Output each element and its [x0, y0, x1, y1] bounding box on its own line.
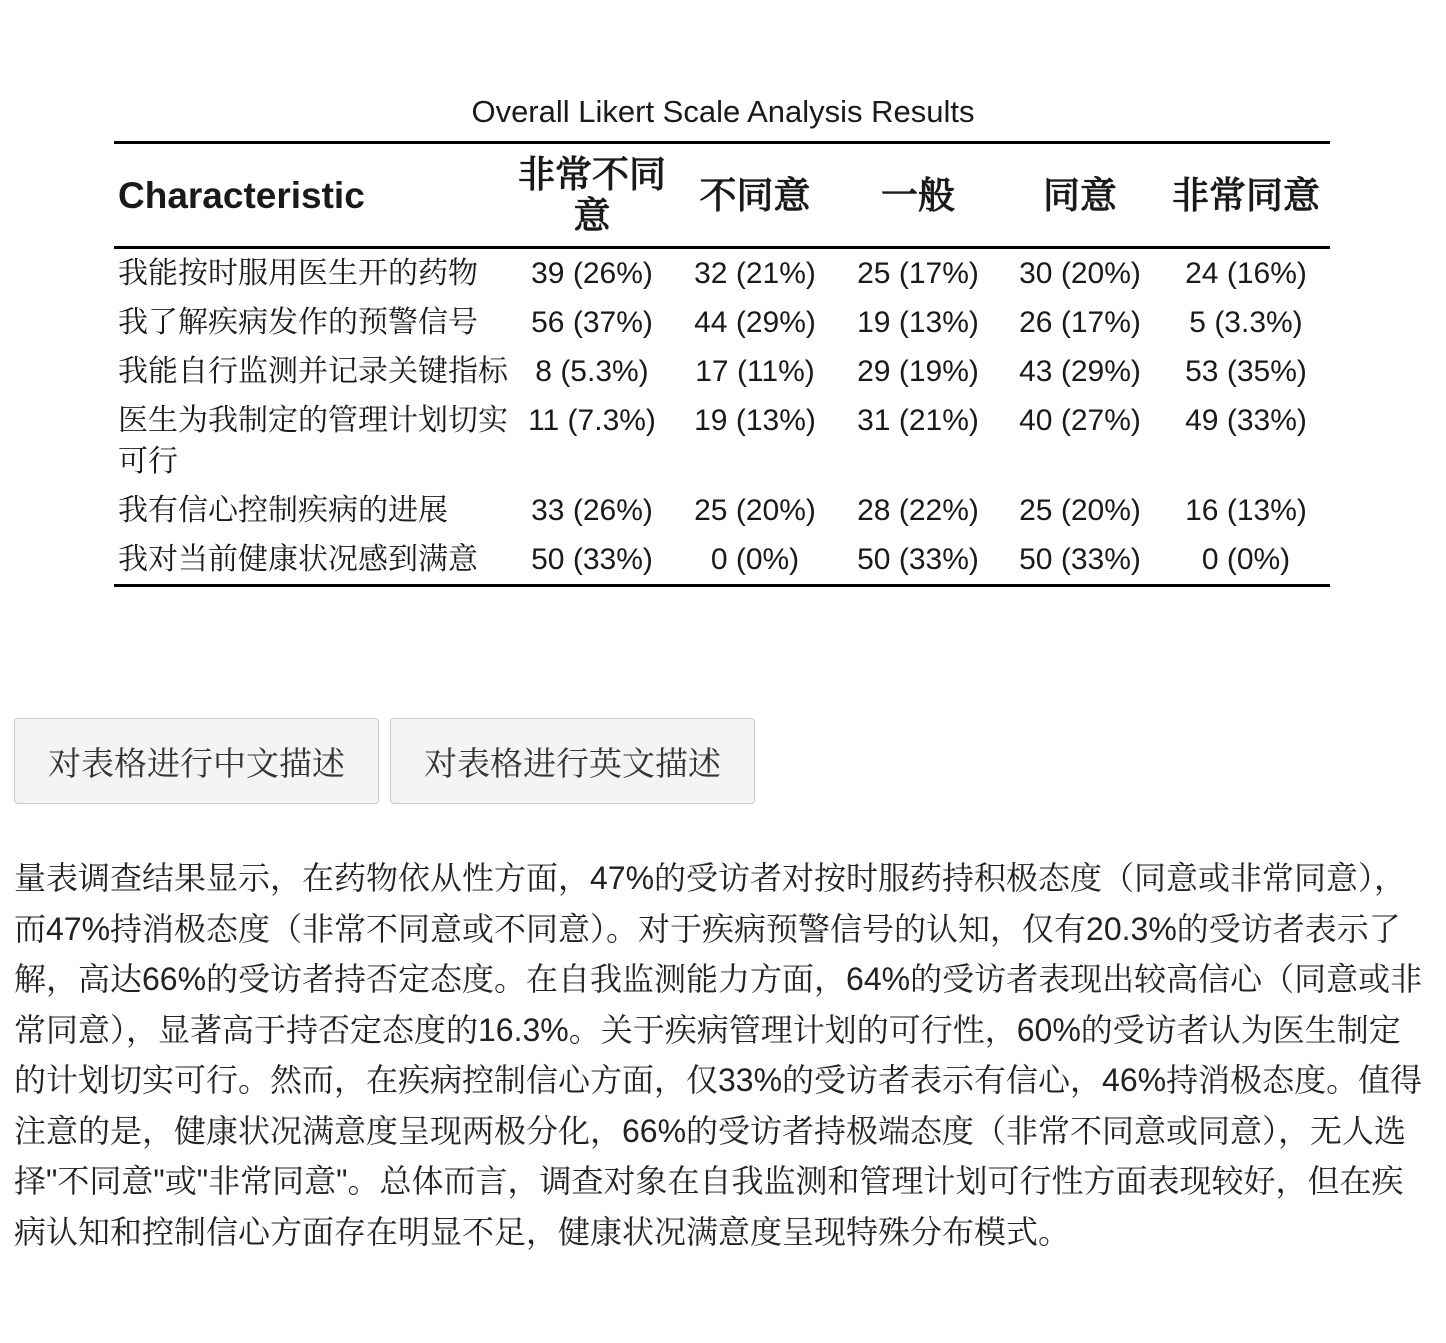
- column-header-strongly-agree: 非常同意: [1172, 174, 1320, 216]
- row-label: 我了解疾病发作的预警信号: [118, 306, 478, 339]
- table-cell: 43 (29%): [1019, 355, 1141, 388]
- column-header-neutral: 一般: [881, 174, 955, 216]
- table-cell: 17 (11%): [695, 355, 815, 388]
- row-label: 医生为我制定的管理计划切实可行: [118, 404, 508, 478]
- table-cell: 26 (17%): [1019, 306, 1141, 339]
- describe-english-button[interactable]: 对表格进行英文描述: [390, 718, 755, 804]
- table-cell: 32 (21%): [694, 257, 816, 290]
- table-cell: 0 (0%): [1201, 543, 1291, 576]
- table-cell: 24 (16%): [1185, 257, 1307, 290]
- action-buttons: [14, 718, 755, 804]
- likert-table: [114, 141, 1330, 587]
- table-cell: 33 (26%): [531, 494, 653, 527]
- table-cell: 31 (21%): [857, 404, 979, 437]
- table-cell: 53 (35%): [1185, 355, 1307, 388]
- table-row: [114, 396, 1330, 486]
- table-cell: 25 (20%): [694, 494, 816, 527]
- column-header-agree: 同意: [1043, 174, 1117, 216]
- table-cell: 50 (33%): [531, 543, 653, 576]
- table-cell: 50 (33%): [857, 543, 979, 576]
- table-cell: 39 (26%): [531, 257, 653, 290]
- table-cell: 30 (20%): [1019, 257, 1141, 290]
- table-cell: 25 (17%): [857, 257, 979, 290]
- row-label: 我能按时服用医生开的药物: [118, 257, 478, 290]
- table-cell: 0 (0%): [710, 543, 800, 576]
- table-cell: 50 (33%): [1019, 543, 1141, 576]
- column-header-strongly-disagree: 非常不同意: [518, 154, 666, 236]
- table-description-text: 量表调查结果显示，在药物依从性方面，47%的受访者对按时服药持积极态度（同意或非常同意），而47%持消极态度（非常不同意或不同意）。对于疾病预警信号的认知，仅有20.3%的受访者表示了解，高达66%的受访者持否定态度。在自我监测能力方面，64%的受访者表现出较高信心（同意或非常同意），显著高于持否定态度的16.3%。关于疾病管理计划的可行性，60%的受访者认为医生制定的计划切实可行。然而，在疾病控制信心方面，仅33%的受访者表示有信心，46%持消极态度。值得注意的是，健康状况满意度呈现两极分化，66%的受访者持极端态度（非常不同意或同意），无人选择"不同意"或"非常同意"。总体而言，调查对象在自我监测和管理计划可行性方面表现较好，但在疾病认知和控制信心方面存在明显不足，健康状况满意度呈现特殊分布模式。: [14, 860, 1423, 1250]
- table-cell: 44 (29%): [694, 306, 816, 339]
- table-row: [114, 535, 1330, 586]
- table-row: [114, 347, 1330, 396]
- table-cell: 49 (33%): [1185, 404, 1307, 437]
- table-row: [114, 486, 1330, 535]
- table-cell: 16 (13%): [1185, 494, 1307, 527]
- table-cell: 5 (3.3%): [1189, 306, 1303, 339]
- column-header-characteristic: Characteristic: [118, 174, 365, 216]
- table-cell: 25 (20%): [1019, 494, 1141, 527]
- table-cell: 19 (13%): [857, 306, 979, 339]
- row-label: 我能自行监测并记录关键指标: [118, 355, 508, 388]
- row-label: 我对当前健康状况感到满意: [118, 543, 478, 576]
- table-cell: 29 (19%): [857, 355, 979, 388]
- table-cell: 40 (27%): [1019, 404, 1141, 437]
- column-header-disagree: 不同意: [699, 174, 811, 216]
- table-cell: 28 (22%): [857, 494, 979, 527]
- row-label: 我有信心控制疾病的进展: [118, 494, 448, 527]
- table-row: [114, 298, 1330, 347]
- table-cell: 56 (37%): [531, 306, 653, 339]
- table-cell: 8 (5.3%): [535, 355, 649, 388]
- table-caption: Overall Likert Scale Analysis Results: [471, 94, 975, 129]
- table-header-row: [114, 143, 1330, 248]
- table-cell: 11 (7.3%): [528, 404, 656, 437]
- table-row: [114, 248, 1330, 299]
- describe-chinese-button[interactable]: 对表格进行中文描述: [14, 718, 379, 804]
- table-cell: 19 (13%): [694, 404, 816, 437]
